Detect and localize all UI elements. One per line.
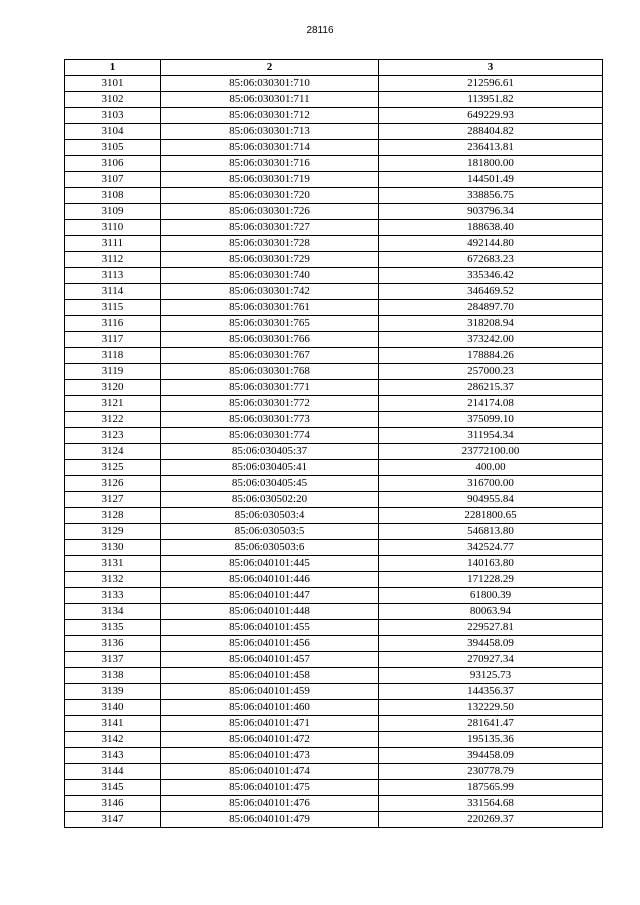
cadastral-number-cell: 85:06:040101:476	[161, 796, 379, 812]
value-cell: 903796.34	[379, 204, 603, 220]
table-row	[65, 492, 603, 508]
table-row	[65, 268, 603, 284]
value-cell: 394458.09	[379, 636, 603, 652]
row-number-cell: 3107	[65, 172, 161, 188]
table-row	[65, 572, 603, 588]
row-number-cell: 3108	[65, 188, 161, 204]
row-number-cell: 3119	[65, 364, 161, 380]
table-row	[65, 508, 603, 524]
value-cell: 288404.82	[379, 124, 603, 140]
row-number-cell: 3145	[65, 780, 161, 796]
column-header-2: 2	[161, 60, 379, 76]
value-cell: 904955.84	[379, 492, 603, 508]
table-row	[65, 76, 603, 92]
row-number-cell: 3118	[65, 348, 161, 364]
table-row	[65, 332, 603, 348]
column-header-1: 1	[65, 60, 161, 76]
table-row	[65, 588, 603, 604]
value-cell: 318208.94	[379, 316, 603, 332]
cadastral-number-cell: 85:06:030503:5	[161, 524, 379, 540]
value-cell: 546813.80	[379, 524, 603, 540]
cadastral-number-cell: 85:06:030301:716	[161, 156, 379, 172]
cadastral-number-cell: 85:06:030301:711	[161, 92, 379, 108]
row-number-cell: 3103	[65, 108, 161, 124]
row-number-cell: 3102	[65, 92, 161, 108]
value-cell: 335346.42	[379, 268, 603, 284]
cadastral-number-cell: 85:06:030405:37	[161, 444, 379, 460]
table-row	[65, 108, 603, 124]
table-row	[65, 796, 603, 812]
value-cell: 331564.68	[379, 796, 603, 812]
cadastral-number-cell: 85:06:040101:445	[161, 556, 379, 572]
value-cell: 346469.52	[379, 284, 603, 300]
row-number-cell: 3120	[65, 380, 161, 396]
table-row	[65, 428, 603, 444]
cadastral-number-cell: 85:06:040101:457	[161, 652, 379, 668]
row-number-cell: 3114	[65, 284, 161, 300]
value-cell: 113951.82	[379, 92, 603, 108]
cadastral-number-cell: 85:06:030301:772	[161, 396, 379, 412]
table-row	[65, 412, 603, 428]
value-cell: 93125.73	[379, 668, 603, 684]
table-row	[65, 524, 603, 540]
table-row	[65, 444, 603, 460]
row-number-cell: 3115	[65, 300, 161, 316]
value-cell: 230778.79	[379, 764, 603, 780]
row-number-cell: 3122	[65, 412, 161, 428]
row-number-cell: 3138	[65, 668, 161, 684]
row-number-cell: 3136	[65, 636, 161, 652]
cadastral-number-cell: 85:06:030301:712	[161, 108, 379, 124]
value-cell: 178884.26	[379, 348, 603, 364]
table-row	[65, 204, 603, 220]
table-row	[65, 780, 603, 796]
cadastral-number-cell: 85:06:040101:474	[161, 764, 379, 780]
cadastral-number-cell: 85:06:030301:768	[161, 364, 379, 380]
row-number-cell: 3112	[65, 252, 161, 268]
row-number-cell: 3113	[65, 268, 161, 284]
cadastral-number-cell: 85:06:030301:771	[161, 380, 379, 396]
cadastral-number-cell: 85:06:040101:472	[161, 732, 379, 748]
cadastral-number-cell: 85:06:040101:448	[161, 604, 379, 620]
table-row	[65, 460, 603, 476]
value-cell: 316700.00	[379, 476, 603, 492]
cadastral-number-cell: 85:06:030301:728	[161, 236, 379, 252]
cadastral-number-cell: 85:06:040101:471	[161, 716, 379, 732]
table-row	[65, 476, 603, 492]
cadastral-number-cell: 85:06:040101:475	[161, 780, 379, 796]
row-number-cell: 3105	[65, 140, 161, 156]
value-cell: 284897.70	[379, 300, 603, 316]
value-cell: 311954.34	[379, 428, 603, 444]
cadastral-number-cell: 85:06:030405:45	[161, 476, 379, 492]
row-number-cell: 3101	[65, 76, 161, 92]
column-header-3: 3	[379, 60, 603, 76]
table-row	[65, 348, 603, 364]
value-cell: 144501.49	[379, 172, 603, 188]
value-cell: 649229.93	[379, 108, 603, 124]
cadastral-number-cell: 85:06:040101:460	[161, 700, 379, 716]
cadastral-number-cell: 85:06:030301:714	[161, 140, 379, 156]
cadastral-number-cell: 85:06:040101:456	[161, 636, 379, 652]
row-number-cell: 3109	[65, 204, 161, 220]
cadastral-number-cell: 85:06:030301:727	[161, 220, 379, 236]
value-cell: 672683.23	[379, 252, 603, 268]
table-row	[65, 92, 603, 108]
table-row	[65, 540, 603, 556]
row-number-cell: 3128	[65, 508, 161, 524]
table-row	[65, 188, 603, 204]
value-cell: 220269.37	[379, 812, 603, 828]
value-cell: 286215.37	[379, 380, 603, 396]
value-cell: 281641.47	[379, 716, 603, 732]
table-row	[65, 604, 603, 620]
table-row	[65, 732, 603, 748]
page-number: 28116	[306, 25, 334, 36]
cadastral-number-cell: 85:06:030301:773	[161, 412, 379, 428]
value-cell: 400.00	[379, 460, 603, 476]
value-cell: 338856.75	[379, 188, 603, 204]
row-number-cell: 3144	[65, 764, 161, 780]
cadastral-number-cell: 85:06:030301:774	[161, 428, 379, 444]
value-cell: 229527.81	[379, 620, 603, 636]
cadastral-number-cell: 85:06:030301:726	[161, 204, 379, 220]
row-number-cell: 3131	[65, 556, 161, 572]
cadastral-number-cell: 85:06:030301:710	[161, 76, 379, 92]
value-cell: 80063.94	[379, 604, 603, 620]
row-number-cell: 3130	[65, 540, 161, 556]
cadastral-number-cell: 85:06:030503:4	[161, 508, 379, 524]
row-number-cell: 3123	[65, 428, 161, 444]
row-number-cell: 3147	[65, 812, 161, 828]
row-number-cell: 3146	[65, 796, 161, 812]
row-number-cell: 3121	[65, 396, 161, 412]
row-number-cell: 3124	[65, 444, 161, 460]
value-cell: 373242.00	[379, 332, 603, 348]
row-number-cell: 3135	[65, 620, 161, 636]
cadastral-number-cell: 85:06:040101:479	[161, 812, 379, 828]
value-cell: 187565.99	[379, 780, 603, 796]
value-cell: 342524.77	[379, 540, 603, 556]
table-row	[65, 124, 603, 140]
table-row	[65, 620, 603, 636]
value-cell: 375099.10	[379, 412, 603, 428]
table-row	[65, 364, 603, 380]
table-row	[65, 172, 603, 188]
table-row	[65, 316, 603, 332]
row-number-cell: 3143	[65, 748, 161, 764]
cadastral-number-cell: 85:06:030503:6	[161, 540, 379, 556]
table-row	[65, 220, 603, 236]
table-row	[65, 556, 603, 572]
table-row	[65, 636, 603, 652]
value-cell: 61800.39	[379, 588, 603, 604]
row-number-cell: 3141	[65, 716, 161, 732]
row-number-cell: 3134	[65, 604, 161, 620]
table-body	[65, 76, 603, 828]
value-cell: 270927.34	[379, 652, 603, 668]
row-number-cell: 3117	[65, 332, 161, 348]
value-cell: 394458.09	[379, 748, 603, 764]
table-row	[65, 156, 603, 172]
row-number-cell: 3140	[65, 700, 161, 716]
value-cell: 181800.00	[379, 156, 603, 172]
table-row	[65, 764, 603, 780]
cadastral-number-cell: 85:06:030301:720	[161, 188, 379, 204]
value-cell: 212596.61	[379, 76, 603, 92]
row-number-cell: 3129	[65, 524, 161, 540]
row-number-cell: 3106	[65, 156, 161, 172]
row-number-cell: 3127	[65, 492, 161, 508]
value-cell: 144356.37	[379, 684, 603, 700]
table-row	[65, 380, 603, 396]
cadastral-number-cell: 85:06:030301:761	[161, 300, 379, 316]
cadastral-number-cell: 85:06:030301:713	[161, 124, 379, 140]
cadastral-number-cell: 85:06:030502:20	[161, 492, 379, 508]
table-row	[65, 252, 603, 268]
cadastral-number-cell: 85:06:040101:459	[161, 684, 379, 700]
row-number-cell: 3137	[65, 652, 161, 668]
table-row	[65, 652, 603, 668]
cadastral-number-cell: 85:06:030301:742	[161, 284, 379, 300]
row-number-cell: 3133	[65, 588, 161, 604]
table-row	[65, 716, 603, 732]
value-cell: 492144.80	[379, 236, 603, 252]
table-row	[65, 140, 603, 156]
row-number-cell: 3111	[65, 236, 161, 252]
table-row	[65, 284, 603, 300]
row-number-cell: 3132	[65, 572, 161, 588]
table-row	[65, 300, 603, 316]
row-number-cell: 3110	[65, 220, 161, 236]
row-number-cell: 3116	[65, 316, 161, 332]
cadastral-number-cell: 85:06:040101:447	[161, 588, 379, 604]
cadastral-number-cell: 85:06:030405:41	[161, 460, 379, 476]
cadastral-number-cell: 85:06:030301:767	[161, 348, 379, 364]
table-row	[65, 812, 603, 828]
value-cell: 171228.29	[379, 572, 603, 588]
cadastral-number-cell: 85:06:040101:455	[161, 620, 379, 636]
cadastral-number-cell: 85:06:030301:740	[161, 268, 379, 284]
value-cell: 132229.50	[379, 700, 603, 716]
cadastral-value-table	[64, 59, 603, 828]
cadastral-number-cell: 85:06:030301:766	[161, 332, 379, 348]
row-number-cell: 3142	[65, 732, 161, 748]
cadastral-number-cell: 85:06:040101:458	[161, 668, 379, 684]
table-row	[65, 668, 603, 684]
value-cell: 257000.23	[379, 364, 603, 380]
table-row	[65, 684, 603, 700]
value-cell: 214174.08	[379, 396, 603, 412]
table-row	[65, 700, 603, 716]
row-number-cell: 3126	[65, 476, 161, 492]
cadastral-number-cell: 85:06:030301:765	[161, 316, 379, 332]
row-number-cell: 3104	[65, 124, 161, 140]
table-row	[65, 748, 603, 764]
cadastral-number-cell: 85:06:040101:473	[161, 748, 379, 764]
value-cell: 236413.81	[379, 140, 603, 156]
cadastral-number-cell: 85:06:030301:719	[161, 172, 379, 188]
value-cell: 140163.80	[379, 556, 603, 572]
table-row	[65, 396, 603, 412]
value-cell: 2281800.65	[379, 508, 603, 524]
cadastral-number-cell: 85:06:040101:446	[161, 572, 379, 588]
cadastral-number-cell: 85:06:030301:729	[161, 252, 379, 268]
row-number-cell: 3139	[65, 684, 161, 700]
value-cell: 188638.40	[379, 220, 603, 236]
table-row	[65, 236, 603, 252]
value-cell: 23772100.00	[379, 444, 603, 460]
value-cell: 195135.36	[379, 732, 603, 748]
table-header-row	[65, 60, 603, 76]
row-number-cell: 3125	[65, 460, 161, 476]
